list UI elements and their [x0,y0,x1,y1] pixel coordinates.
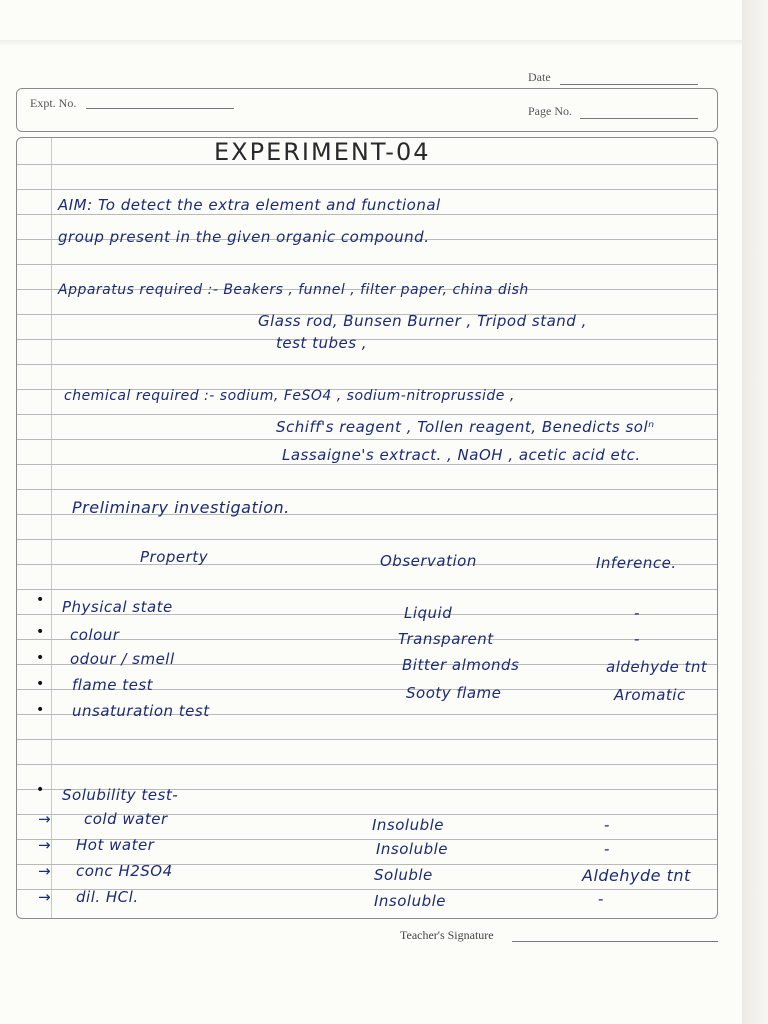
rule-line [17,364,717,365]
arrow-marker: → [38,836,52,854]
rule-line [17,764,717,765]
rule-line [17,639,717,640]
column-header-observation: Observation [380,552,477,570]
property-cell: Physical state [62,598,173,616]
rule-line [17,189,717,190]
expt-no-label: Expt. No. [30,96,77,110]
column-header-property: Property [140,548,209,566]
expt-no-underline [86,108,234,109]
solvent-cell: Hot water [76,836,155,854]
rule-line [17,439,717,440]
rule-line [17,264,717,265]
rule-line [17,464,717,465]
property-cell: odour / smell [70,650,175,668]
chemicals-line-2: Schiff's reagent , Tollen reagent, Benedicts solⁿ [276,418,655,436]
inference-cell: - [634,604,640,622]
rule-line [17,539,717,540]
observation-cell: Transparent [398,630,494,648]
inference-cell: - [598,890,604,908]
observation-cell: Sooty flame [406,684,502,702]
inference-cell: - [604,816,610,834]
rule-line [17,589,717,590]
property-cell: unsaturation test [72,702,210,720]
inference-cell: - [634,630,640,648]
bullet-marker: • [36,676,45,692]
arrow-marker: → [38,862,52,880]
column-header-inference: Inference. [596,554,677,572]
margin-line [51,138,52,918]
page-title: EXPERIMENT-04 [214,138,431,166]
observation-cell: Insoluble [372,816,445,834]
header-box [16,88,718,132]
observation-cell: Insoluble [376,840,449,858]
solubility-heading: Solubility test- [62,786,179,804]
date-underline [560,84,698,85]
chemicals-line-3: Lassaigne's extract. , NaOH , acetic acid etc. [282,446,641,464]
page-no-underline [580,118,698,119]
inference-cell: Aldehyde tnt [582,866,691,885]
rule-line [17,489,717,490]
rule-line [17,739,717,740]
chemicals-line-1: chemical required :- sodium, FeSO4 , sodium-nitroprusside , [64,388,515,404]
aim-line-1: AIM: To detect the extra element and functional [58,196,441,214]
observation-cell: Insoluble [374,892,447,910]
observation-cell: Liquid [404,604,453,622]
bullet-marker: • [36,782,45,798]
observation-cell: Bitter almonds [402,656,520,674]
rule-line [17,414,717,415]
inference-cell: aldehyde tnt [606,658,708,676]
teacher-signature-label: Teacher's Signature [400,928,494,942]
page-top-edge [0,40,742,46]
rule-line [17,214,717,215]
apparatus-line-2: Glass rod, Bunsen Burner , Tripod stand , [258,312,587,330]
bullet-marker: • [36,650,45,666]
solvent-cell: cold water [84,810,168,828]
arrow-marker: → [38,810,52,828]
bullet-marker: • [36,592,45,608]
inference-cell: Aromatic [614,686,686,704]
apparatus-line-1: Apparatus required :- Beakers , funnel , filter paper, china dish [58,282,529,298]
inference-cell: - [604,840,610,858]
page-no-label: Page No. [528,104,572,118]
teacher-signature-underline [512,941,718,942]
apparatus-line-3: test tubes , [276,334,368,352]
date-label: Date [528,70,551,84]
arrow-marker: → [38,888,52,906]
preliminary-heading: Preliminary investigation. [72,498,290,517]
solvent-cell: conc H2SO4 [76,862,173,880]
solvent-cell: dil. HCl. [76,888,139,906]
property-cell: colour [70,626,120,644]
observation-cell: Soluble [374,866,433,884]
notebook-spine [742,0,768,1024]
bullet-marker: • [36,702,45,718]
aim-line-2: group present in the given organic compound. [58,228,430,246]
bullet-marker: • [36,624,45,640]
property-cell: flame test [72,676,154,694]
